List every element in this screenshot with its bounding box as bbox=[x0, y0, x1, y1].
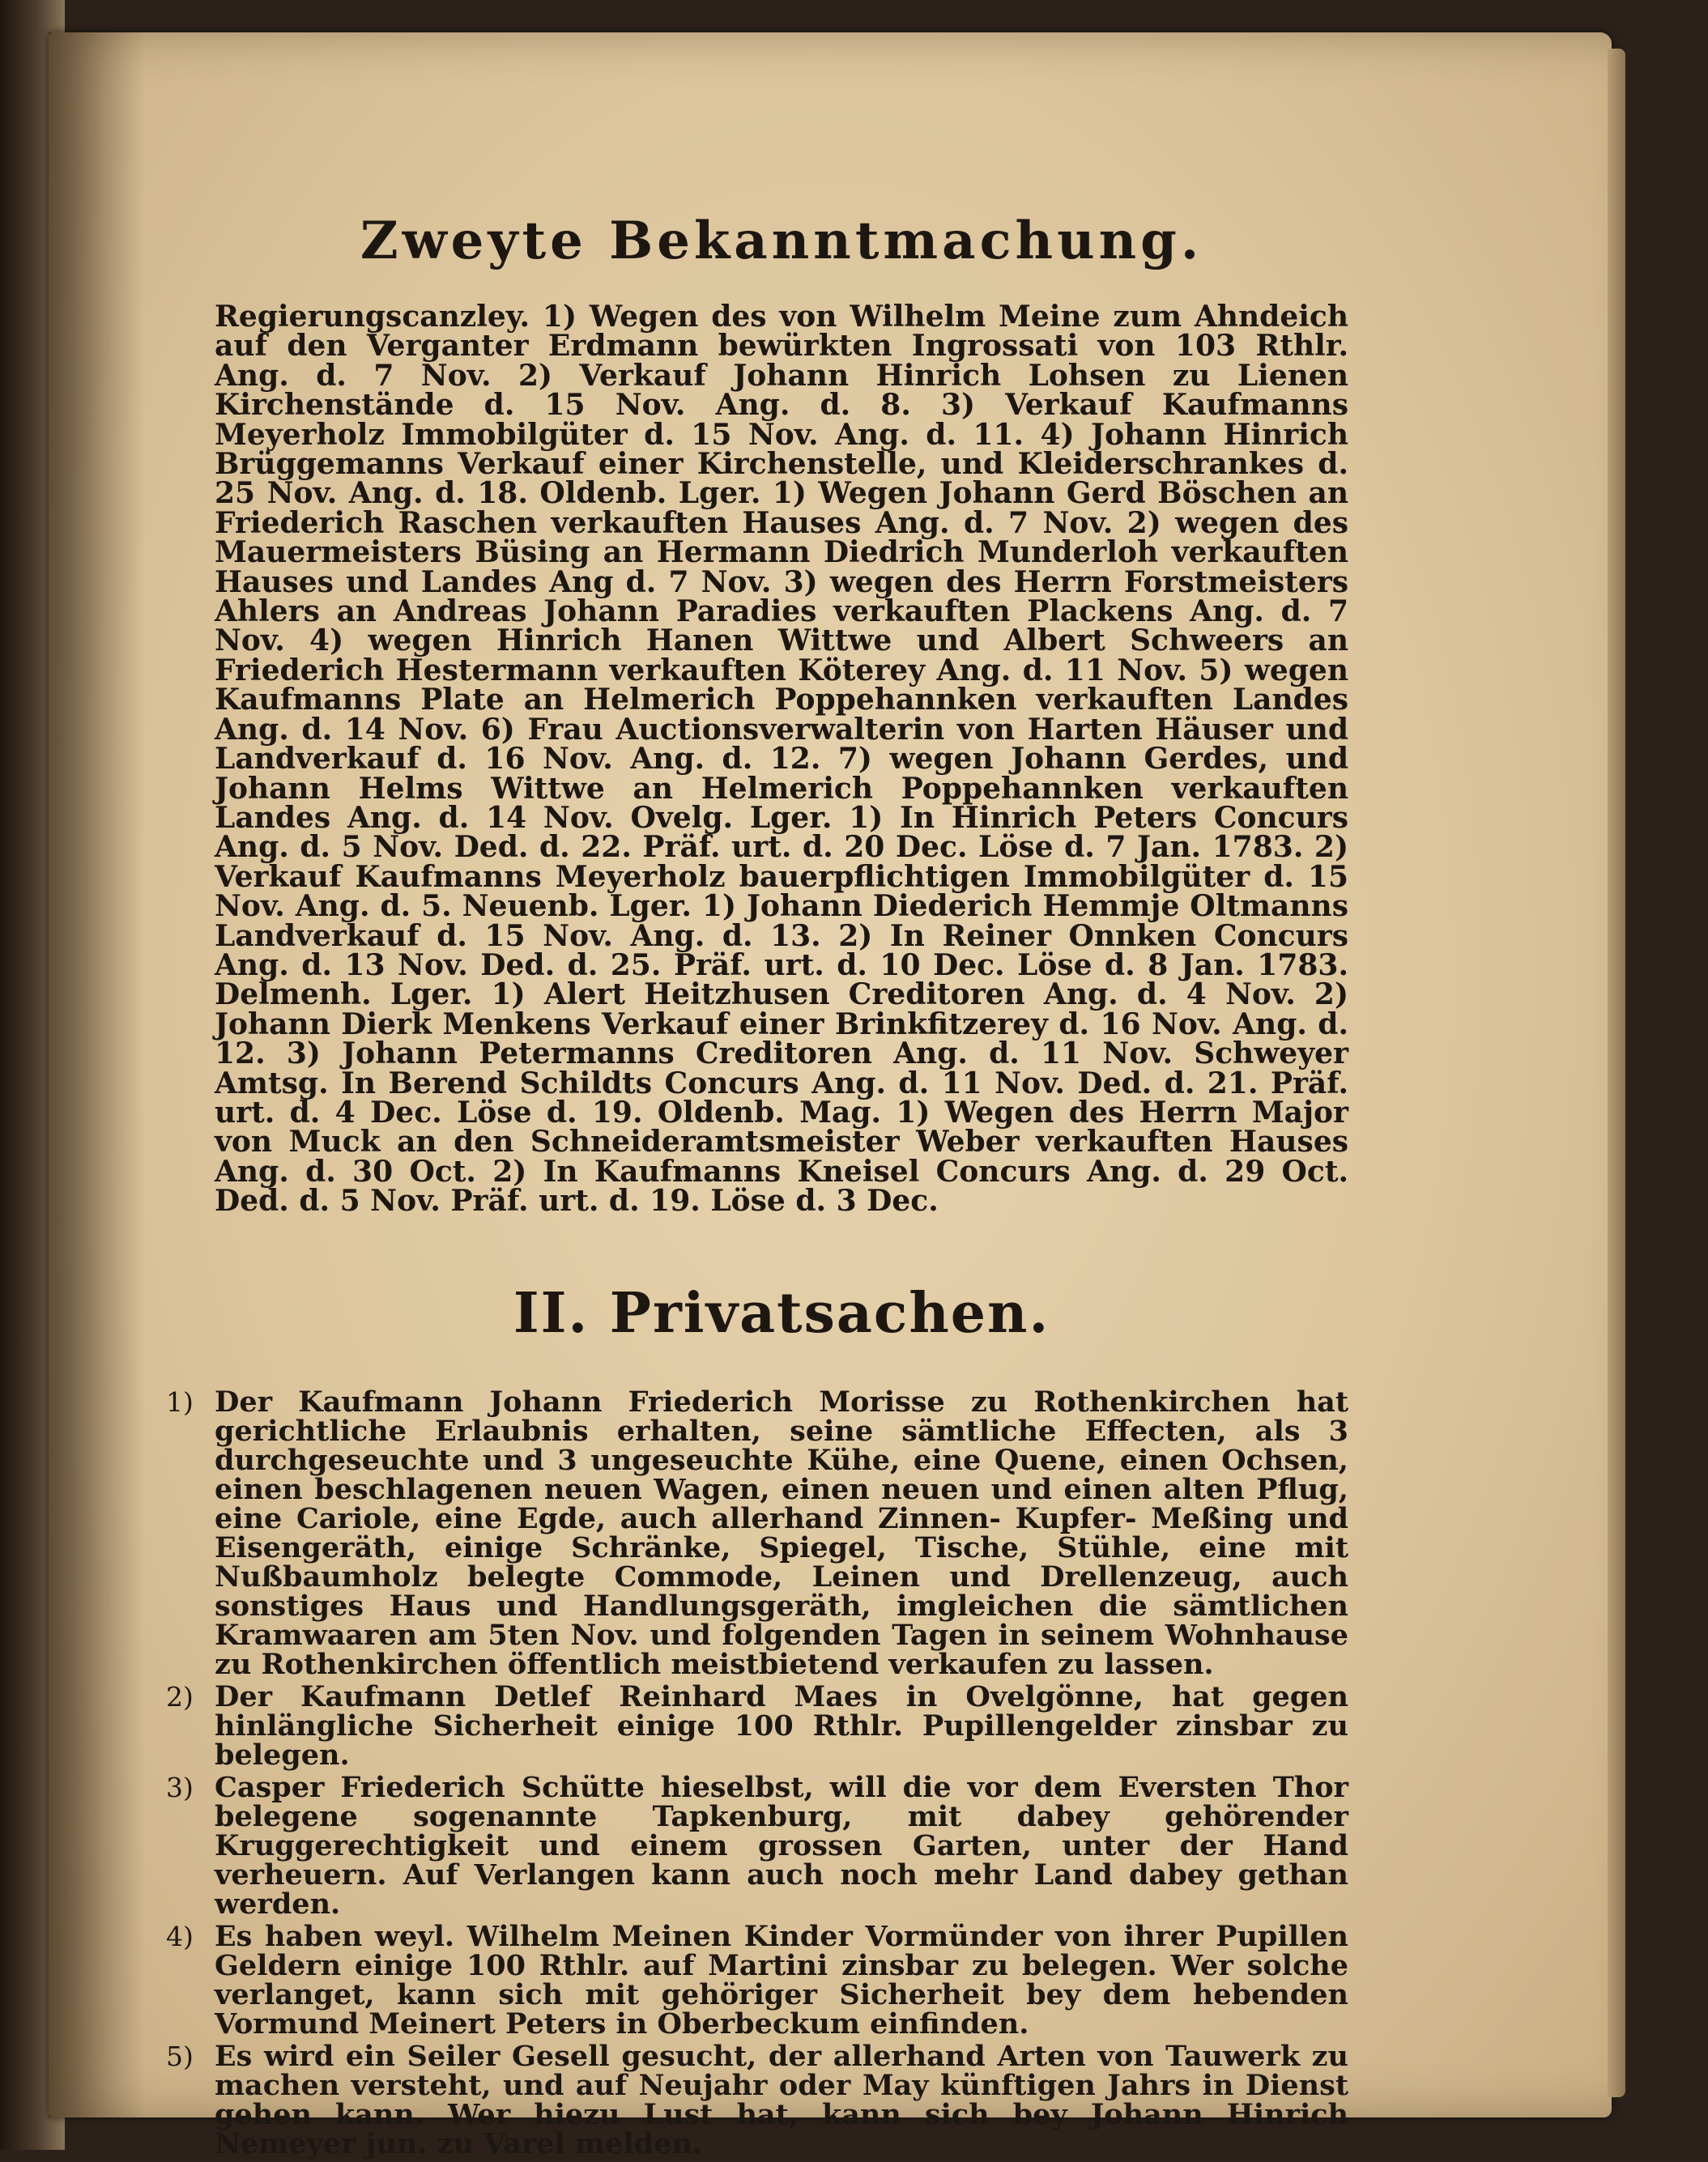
list-item bbox=[166, 2039, 1348, 2160]
item-number: 3) bbox=[166, 1771, 194, 1803]
page-title: Zweyte Bekanntmachung. bbox=[360, 211, 1203, 271]
list-item bbox=[166, 1385, 1348, 1681]
item-number: 1) bbox=[166, 1385, 194, 1418]
gutter-shadow bbox=[49, 32, 146, 2117]
item-number: 5) bbox=[166, 2040, 194, 2072]
item-text: Der Kaufmann Johann Friederich Morisse zu Rothenkirchen hat gerichtliche Erlaubnis erhalten, seine sämtliche Effecten, als 3 durchgeseuchte und 3 ungeseuchte Kühe, eine Quene, einen Ochsen, einen beschlagenen neuen Wagen, einen neuen und einen alten Pflug, eine Cariole, eine Egde, auch allerhand Zinnen- Kupfer- Meßing und Eisengeräth, einige Schränke, Spiegel, Tische, Stühle, eine mit Nußbaumholz belegte Commode, Leinen und Drellenzeug, auch sonstiges Haus und Handlungsgeräth, imgleichen die sämtlichen Kramwaaren am 5ten Nov. und folgenden Tagen in seinem Wohnhause zu Rothenkirchen öffentlich meistbietend verkaufen zu lassen. bbox=[215, 1385, 1348, 1681]
section-title: II. Privatsachen. bbox=[513, 1280, 1050, 1346]
item-text: Casper Friederich Schütte hieselbst, will die vor dem Eversten Thor belegene sogenannte Tapkenburg, mit dabey gehörender Kruggerechtigkeit und einem grossen Garten, unter der Hand verheuern. Auf Verlangen kann auch noch mehr Land dabey gethan werden. bbox=[215, 1770, 1348, 1921]
item-text: Es wird ein Seiler Gesell gesucht, der allerhand Arten von Tauwerk zu machen versteht, und auf Neujahr oder May künftigen Jahrs in Dienst gehen kann. Wer hiezu Lust hat, kann sich bey Johann Hinrich Nemeyer jun. zu Varel melden. bbox=[215, 2039, 1348, 2160]
list-item bbox=[166, 1919, 1348, 2041]
item-number: 4) bbox=[166, 1920, 194, 1952]
list-item bbox=[166, 1770, 1348, 1921]
item-text: Der Kaufmann Detlef Reinhard Maes in Ovelgönne, hat gegen hinlängliche Sicherheit einige 100 Rthlr. Pupillengelder zinsbar zu belegen. bbox=[215, 1679, 1348, 1772]
private-notices-list bbox=[166, 1385, 1348, 2160]
list-item bbox=[166, 1679, 1348, 1772]
page-content bbox=[166, 211, 1348, 2162]
item-text: Es haben weyl. Wilhelm Meinen Kinder Vormünder von ihrer Pupillen Geldern einige 100 Rthlr. auf Martini zinsbar zu belegen. Wer solche verlanget, kann sich mit gehöriger Sicherheit bey dem hebenden Vormund Meinert Peters in Oberbeckum einfinden. bbox=[215, 1919, 1348, 2041]
page-edge bbox=[1608, 49, 1625, 2097]
announcement-text: Regierungscanzley. 1) Wegen des von Wilhelm Meine zum Ahndeich auf den Verganter Erdmann bewürkten Ingrossati von 103 Rthlr. Ang. d. 7 Nov. 2) Verkauf Johann Hinrich Lohsen zu Lienen Kirchenstände d. 15 Nov. Ang. d. 8. 3) Verkauf Kaufmanns Meyerholz Immobilgüter d. 15 Nov. Ang. d. 11. 4) Johann Hinrich Brüggemanns Verkauf einer Kirchenstelle, und Kleiderschrankes d. 25 Nov. Ang. d. 18. Oldenb. Lger. 1) Wegen Johann Gerd Böschen an Friederich Raschen verkauften Hauses Ang. d. 7 Nov. 2) wegen des Mauermeisters Büsing an Hermann Diedrich Munderloh verkauften Hauses und Landes Ang d. 7 Nov. 3) wegen des Herrn Forstmeisters Ahlers an Andreas Johann Paradies verkauften Plackens Ang. d. 7 Nov. 4) wegen Hinrich Hanen Wittwe und Albert Schweers an Friederich Hestermann verkauften Köterey Ang. d. 11 Nov. 5) wegen Kaufmanns Plate an Helmerich Poppehannken verkauften Landes Ang. d. 14 Nov. 6) Frau Auctionsverwalterin von Harten Häuser und Landverkauf d. 16 Nov. Ang. d. 12. 7) wegen Johann Gerdes, und Johann Helms Wittwe an Helmerich Poppehannken verkauften Landes Ang. d. 14 Nov. Ovelg. Lger. 1) In Hinrich Peters Concurs Ang. d. 5 Nov. Ded. d. 22. Präf. urt. d. 20 Dec. Löse d. 7 Jan. 1783. 2) Verkauf Kaufmanns Meyerholz bauerpflichtigen Immobilgüter d. 15 Nov. Ang. d. 5. Neuenb. Lger. 1) Johann Diederich Hemmje Oltmanns Landverkauf d. 15 Nov. Ang. d. 13. 2) In Reiner Onnken Concurs Ang. d. 13 Nov. Ded. d. 25. Präf. urt. d. 10 Dec. Löse d. 8 Jan. 1783. Delmenh. Lger. 1) Alert Heitzhusen Creditoren Ang. d. 4 Nov. 2) Johann Dierk Menkens Verkauf einer Brinkfitzerey d. 16 Nov. Ang. d. 12. 3) Johann Petermanns Creditoren Ang. d. 11 Nov. Schweyer Amtsg. In Berend Schildts Concurs Ang. d. 11 Nov. Ded. d. 21. Präf. urt. d. 4 Dec. Löse d. 19. Oldenb. Mag. 1) Wegen des Herrn Major von Muck an den Schneideramtsmeister Weber verkauften Hauses Ang. d. 30 Oct. 2) In Kaufmanns Kneisel Concurs Ang. d. 29 Oct. Ded. d. 5 Nov. Präf. urt. d. 19. Löse d. 3 Dec. bbox=[215, 300, 1348, 1219]
item-number: 2) bbox=[166, 1680, 194, 1713]
